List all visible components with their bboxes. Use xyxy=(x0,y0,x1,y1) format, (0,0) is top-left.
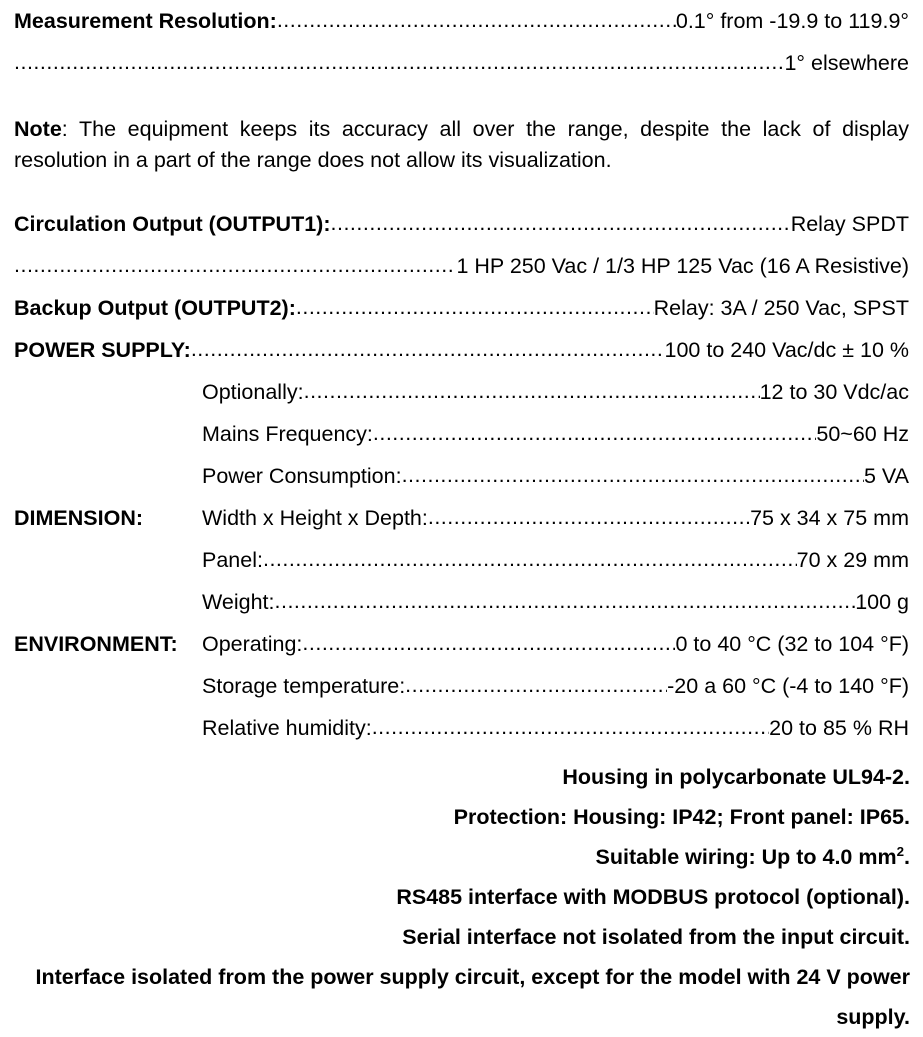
note-body: : The equipment keeps its accuracy all over the range, despite the lack of display resolution in a part of the range does not allow its visualization. xyxy=(14,116,909,172)
footer-note-wiring-period: . xyxy=(904,845,910,869)
spec-value: 0.1° from -19.9 to 119.9° xyxy=(675,9,909,33)
spec-row-dimension-weight xyxy=(14,581,909,623)
footer-note-protection: Protection: Housing: IP42; Front panel: IP65. xyxy=(453,805,910,829)
spec-row-mains-frequency xyxy=(14,413,909,455)
footer-note-wiring xyxy=(12,837,910,877)
spec-value: 50~60 Hz xyxy=(816,422,909,446)
square-superscript: 2 xyxy=(896,843,905,859)
footer-note-rs485: RS485 interface with MODBUS protocol (optional). xyxy=(396,885,910,909)
dot-leader xyxy=(296,286,654,328)
spec-label: Width x Height x Depth: xyxy=(202,506,428,530)
footer-notes-block xyxy=(12,757,910,1037)
dot-leader xyxy=(331,202,791,244)
dot-leader xyxy=(304,370,760,412)
spec-value: Relay: 3A / 250 Vac, SPST xyxy=(653,296,909,320)
spec-value: 100 g xyxy=(855,590,909,614)
spec-row-power-supply xyxy=(14,329,909,371)
spec-value: 20 to 85 % RH xyxy=(769,716,909,740)
note-keyword: Note xyxy=(14,116,62,141)
dot-leader xyxy=(14,41,784,83)
dot-leader xyxy=(275,580,856,622)
spec-row-dimension-panel xyxy=(14,539,909,581)
spec-row-dimension-size xyxy=(14,497,909,539)
spec-value: 5 VA xyxy=(863,464,909,488)
spec-value: 1° elsewhere xyxy=(784,51,909,75)
spec-row-measurement-resolution xyxy=(14,0,909,42)
spec-label: Circulation Output (OUTPUT1): xyxy=(14,212,331,236)
spec-value: 70 x 29 mm xyxy=(796,548,909,572)
spec-label: Measurement Resolution: xyxy=(14,9,277,33)
spec-label: Power Consumption: xyxy=(202,464,402,488)
dot-leader xyxy=(302,622,675,664)
spec-value: -20 a 60 °C (-4 to 140 °F) xyxy=(667,674,909,698)
spec-label: Mains Frequency: xyxy=(202,422,373,446)
spec-label: Optionally: xyxy=(202,380,304,404)
spec-row-environment-operating xyxy=(14,623,909,665)
dot-leader xyxy=(14,244,456,286)
dot-leader xyxy=(191,328,665,370)
footer-note-housing: Housing in polycarbonate UL94-2. xyxy=(562,765,910,789)
spec-label: Panel: xyxy=(202,548,263,572)
spec-label: Weight: xyxy=(202,590,275,614)
footer-note-serial-isolation: Serial interface not isolated from the input circuit. xyxy=(402,925,910,949)
spec-row-backup-output xyxy=(14,287,909,329)
footer-note-power-isolation: Interface isolated from the power supply circuit, except for the model with 24 V power supply. xyxy=(35,965,910,1029)
footer-note-wiring-text: Suitable wiring: Up to 4.0 mm xyxy=(595,845,897,869)
spec-row-power-consumption xyxy=(14,455,909,497)
spec-value: 100 to 240 Vac/dc ± 10 % xyxy=(664,338,909,362)
spec-label: Backup Output (OUTPUT2): xyxy=(14,296,296,320)
dot-leader xyxy=(263,538,797,580)
dot-leader xyxy=(405,664,667,706)
spec-value: Relay SPDT xyxy=(790,212,909,236)
dot-leader xyxy=(372,706,769,748)
spec-value: 75 x 34 x 75 mm xyxy=(750,506,909,530)
spec-row-environment-humidity xyxy=(14,707,909,749)
dot-leader xyxy=(373,412,816,454)
spec-label: Relative humidity: xyxy=(202,716,372,740)
note-paragraph xyxy=(14,106,909,182)
spec-value: 1 HP 250 Vac / 1/3 HP 125 Vac (16 A Resistive) xyxy=(456,254,909,278)
spec-row-environment-storage xyxy=(14,665,909,707)
spec-row-circulation-output xyxy=(14,203,909,245)
spec-value: 12 to 30 Vdc/ac xyxy=(759,380,909,404)
group-label-environment: ENVIRONMENT: xyxy=(14,632,178,656)
group-label-dimension: DIMENSION: xyxy=(14,506,143,530)
dot-leader xyxy=(277,0,676,41)
dot-leader xyxy=(402,454,864,496)
spec-label: POWER SUPPLY: xyxy=(14,338,191,362)
spec-row-optionally xyxy=(14,371,909,413)
spec-row-measurement-resolution-continued xyxy=(14,42,909,84)
spec-label: Storage temperature: xyxy=(202,674,406,698)
spec-row-circulation-output-continued xyxy=(14,245,909,287)
spec-value: 0 to 40 °C (32 to 104 °F) xyxy=(675,632,909,656)
dot-leader xyxy=(428,496,750,538)
spec-label: Operating: xyxy=(202,632,303,656)
